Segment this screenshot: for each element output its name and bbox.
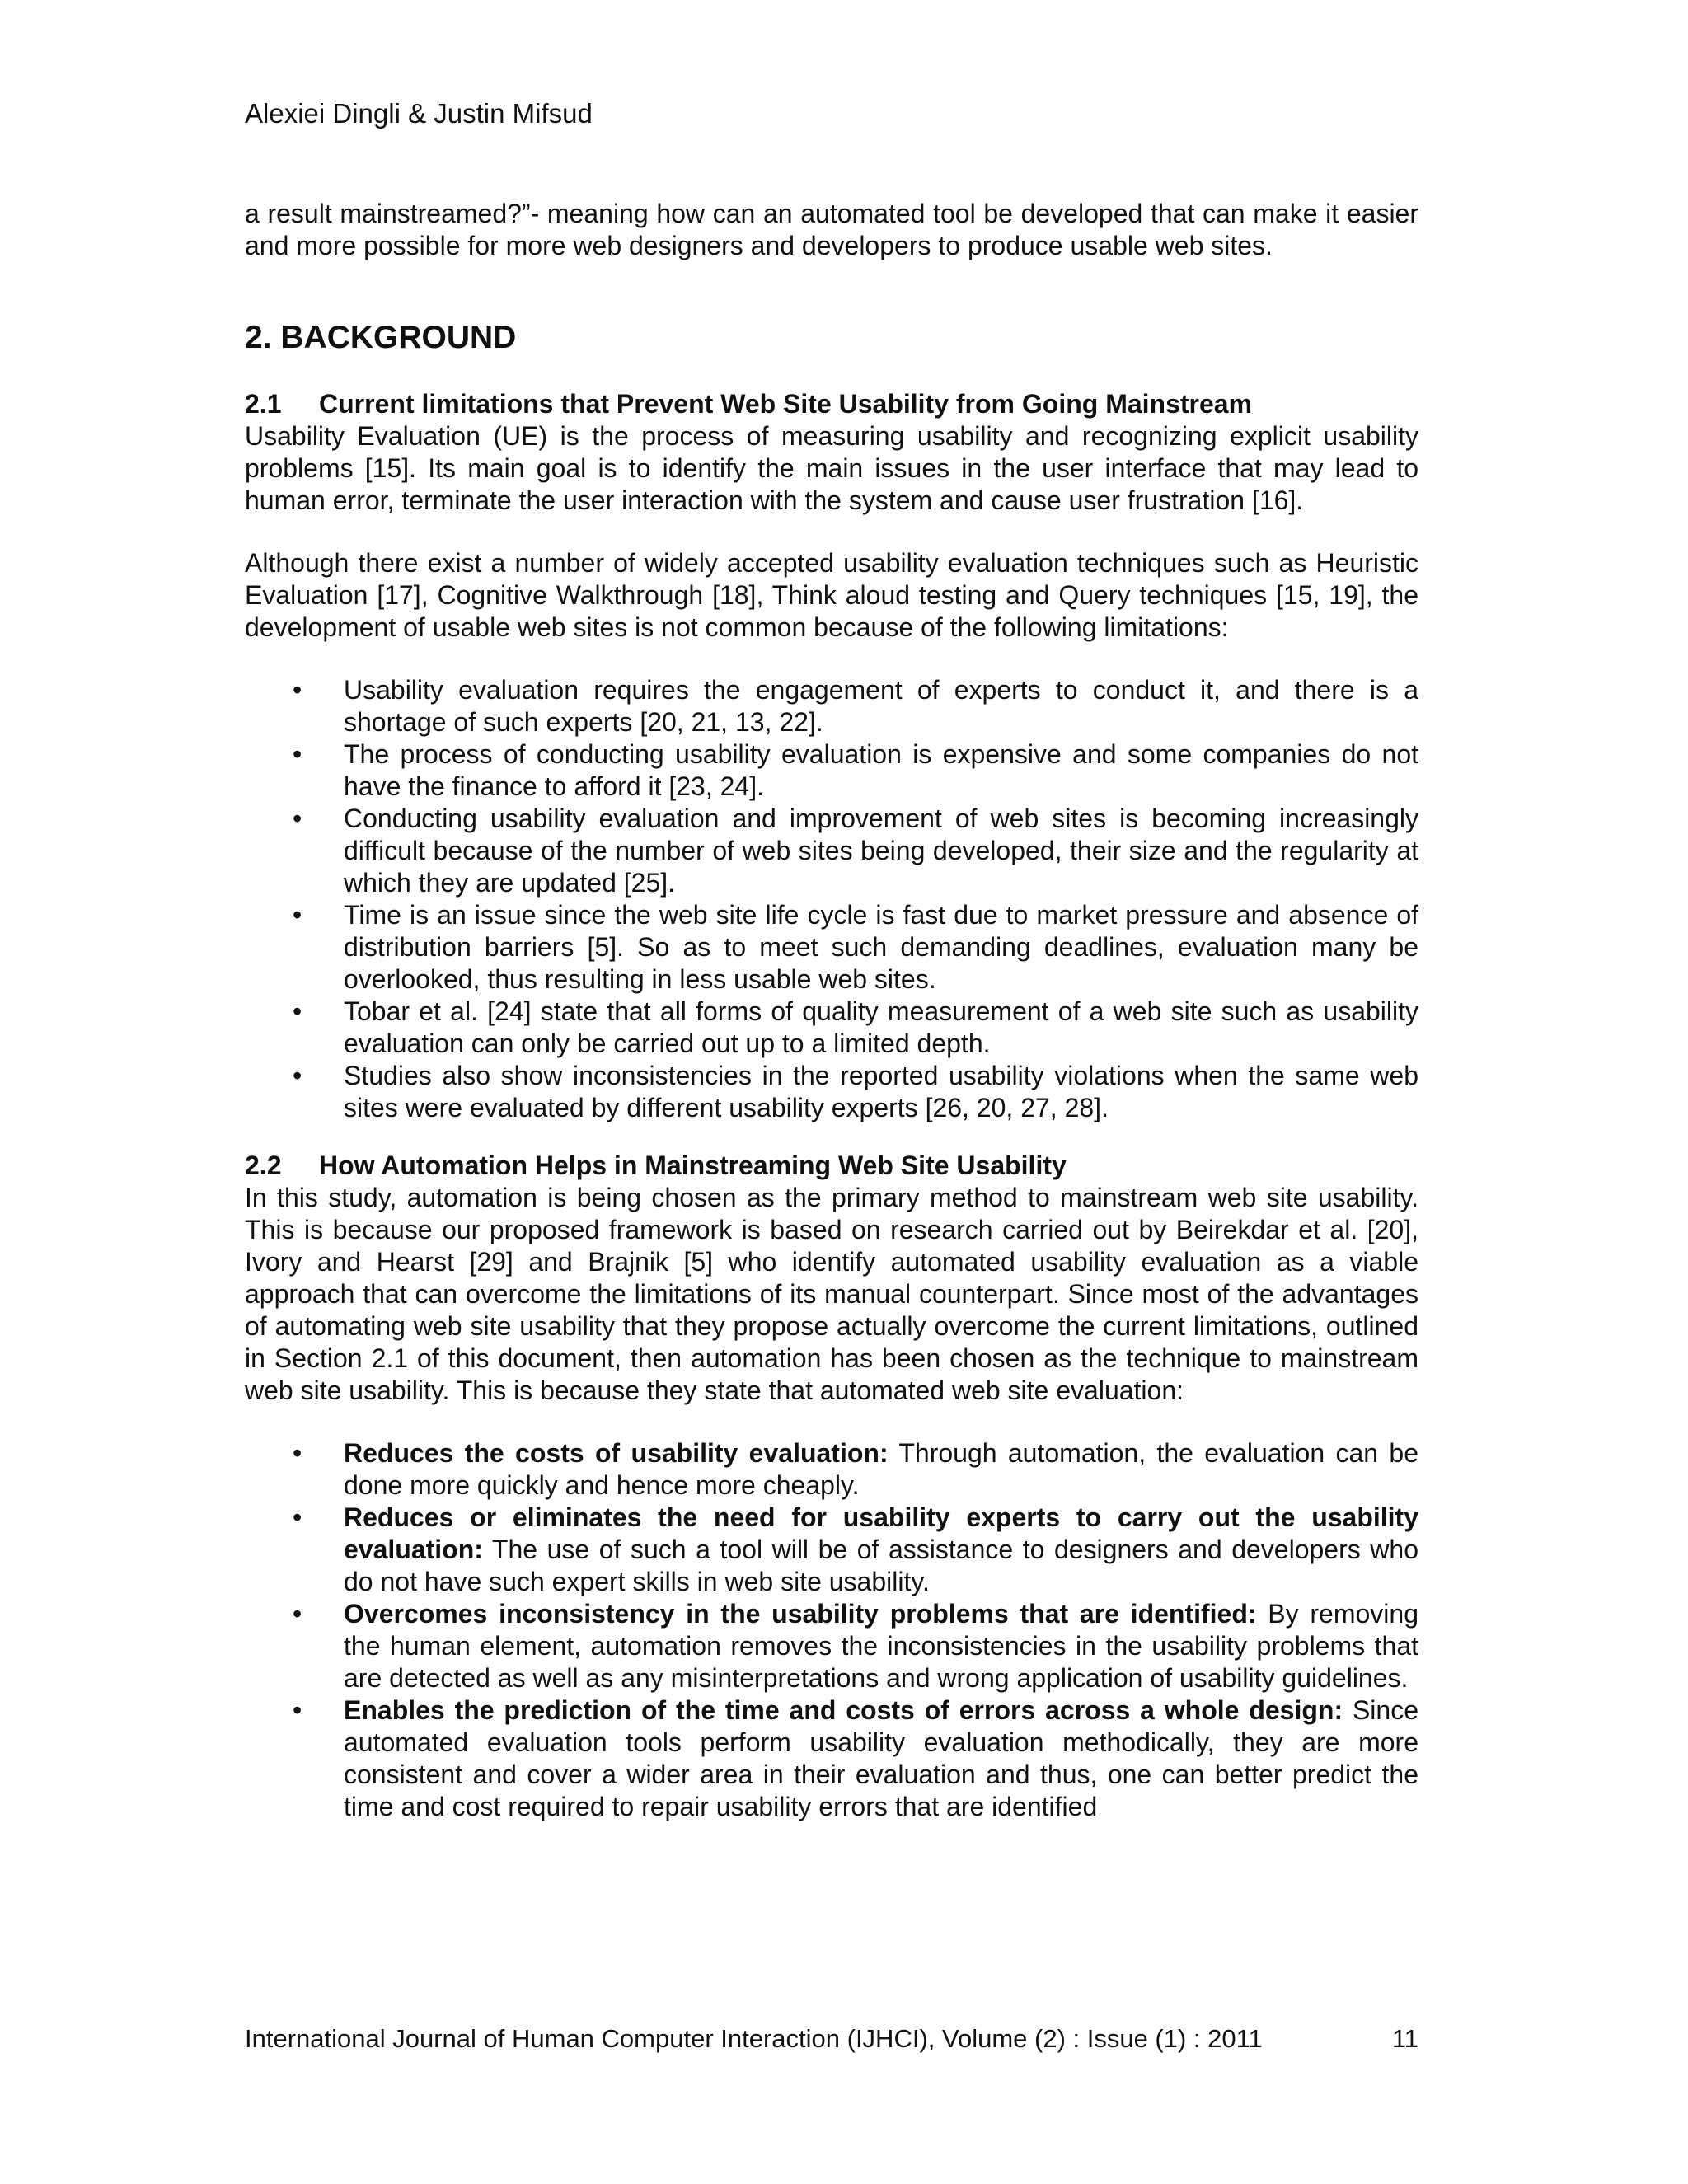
bullet-icon: •	[293, 1695, 302, 1725]
bullet-icon: •	[293, 1599, 302, 1629]
running-header-authors: Alexiei Dingli & Justin Mifsud	[245, 98, 593, 129]
subsection-title: Current limitations that Prevent Web Site Usability from Going Mainstream	[319, 389, 1253, 419]
subsection-title: How Automation Helps in Mainstreaming Web Site Usability	[319, 1151, 1067, 1180]
list-item: • Studies also show inconsistencies in the reported usability violations when the same web sites were evaluated by different usability experts [26, 20, 27, 28].	[293, 1061, 1418, 1122]
list-item: • Reduces the costs of usability evaluation: Through automation, the evaluation can be done more quickly and hence more cheaply.	[293, 1438, 1419, 1500]
paragraph-limitations-intro: Although there exist a number of widely accepted usability evaluation techniques such as Heuristic Evaluation [17], Cognitive Walkthrough [18], Think aloud testing and Query techniques [15, 19], the development of usable web sites is not common because of the following limitations:	[245, 548, 1418, 642]
subsection-heading-2-1	[245, 388, 1418, 420]
limitations-list	[245, 674, 1418, 1124]
benefit-title: Enables the prediction of the time and costs of errors across a whole design:	[344, 1695, 1343, 1725]
benefit-title: Overcomes inconsistency in the usability problems that are identified:	[344, 1599, 1257, 1629]
section-heading-background: 2. BACKGROUND	[245, 320, 517, 355]
subsection-number: 2.2	[245, 1151, 282, 1180]
list-item: • Time is an issue since the web site life cycle is fast due to market pressure and absence of distribution barriers [5]. So as to meet such demanding deadlines, evaluation many be overlooked, thus resulting in less usable web sites.	[293, 900, 1418, 994]
subsection-heading-2-2	[245, 1150, 1418, 1182]
benefit-title: Reduces or eliminates the need for usability experts to carry out the usability evaluation:	[344, 1502, 1418, 1564]
list-item: • Overcomes inconsistency in the usability problems that are identified: By removing the human element, automation removes the inconsistencies in the usability problems that are detected as well as any misinterpretations and wrong application of usability guidelines.	[293, 1599, 1419, 1693]
bullet-icon: •	[293, 804, 302, 833]
paragraph-usability-evaluation: Usability Evaluation (UE) is the process of measuring usability and recognizing explicit usability problems [15]. Its main goal is to identify the main issues in the user interface that may lead to human error, terminate the user interaction with the system and cause user frustration [16].	[245, 421, 1418, 515]
footer-journal-citation: International Journal of Human Computer Interaction (IJHCI), Volume (2) : Issue (1) : 2011	[245, 2024, 1263, 2053]
intro-paragraph: a result mainstreamed?”- meaning how can an automated tool be developed that can make it easier and more possible for more web designers and developers to produce usable web sites.	[245, 199, 1418, 260]
bullet-icon: •	[293, 675, 302, 705]
bullet-icon: •	[293, 1502, 302, 1532]
bullet-icon: •	[293, 900, 302, 930]
bullet-icon: •	[293, 1438, 302, 1468]
bullet-icon: •	[293, 1061, 302, 1090]
list-item: • Reduces or eliminates the need for usability experts to carry out the usability evaluation: The use of such a tool will be of assistance to designers and developers who do not have such expert skills in web site usability.	[293, 1502, 1418, 1596]
benefit-title: Reduces the costs of usability evaluation:	[344, 1438, 889, 1468]
page-number: 11	[1391, 2024, 1418, 2053]
list-item: • Conducting usability evaluation and improvement of web sites is becoming increasingly difficult because of the number of web sites being developed, their size and the regularity at which they are updated [25].	[293, 804, 1418, 898]
list-item: • The process of conducting usability evaluation is expensive and some companies do not have the finance to afford it [23, 24].	[293, 739, 1418, 801]
list-item: • Usability evaluation requires the engagement of experts to conduct it, and there is a shortage of such experts [20, 21, 13, 22].	[293, 675, 1418, 737]
paragraph-automation: In this study, automation is being chosen as the primary method to mainstream web site usability. This is because our proposed framework is based on research carried out by Beirekdar et al. [20], Ivory and Hearst [29] and Brajnik [5] who identify automated usability evaluation as a viable approach that can overcome the limitations of its manual counterpart. Since most of the advantages of automating web site usability that they propose actually overcome the current limitations, outlined in Section 2.1 of this document, then automation has been chosen as the technique to mainstream web site usability. This is because they state that automated web site evaluation:	[245, 1183, 1418, 1405]
subsection-number: 2.1	[245, 389, 282, 419]
page-body	[245, 198, 1418, 1823]
list-item: • Tobar et al. [24] state that all forms of quality measurement of a web site such as usability evaluation can only be carried out up to a limited depth.	[293, 996, 1418, 1058]
automation-benefits-list	[245, 1437, 1418, 1823]
bullet-icon: •	[293, 996, 302, 1026]
list-item: • Enables the prediction of the time and costs of errors across a whole design: Since automated evaluation tools perform usability evaluation methodically, they are more consistent and cover a wider area in their evaluation and thus, one can better predict the time and cost required to repair usability errors that are identified	[293, 1695, 1419, 1821]
bullet-icon: •	[293, 739, 302, 769]
